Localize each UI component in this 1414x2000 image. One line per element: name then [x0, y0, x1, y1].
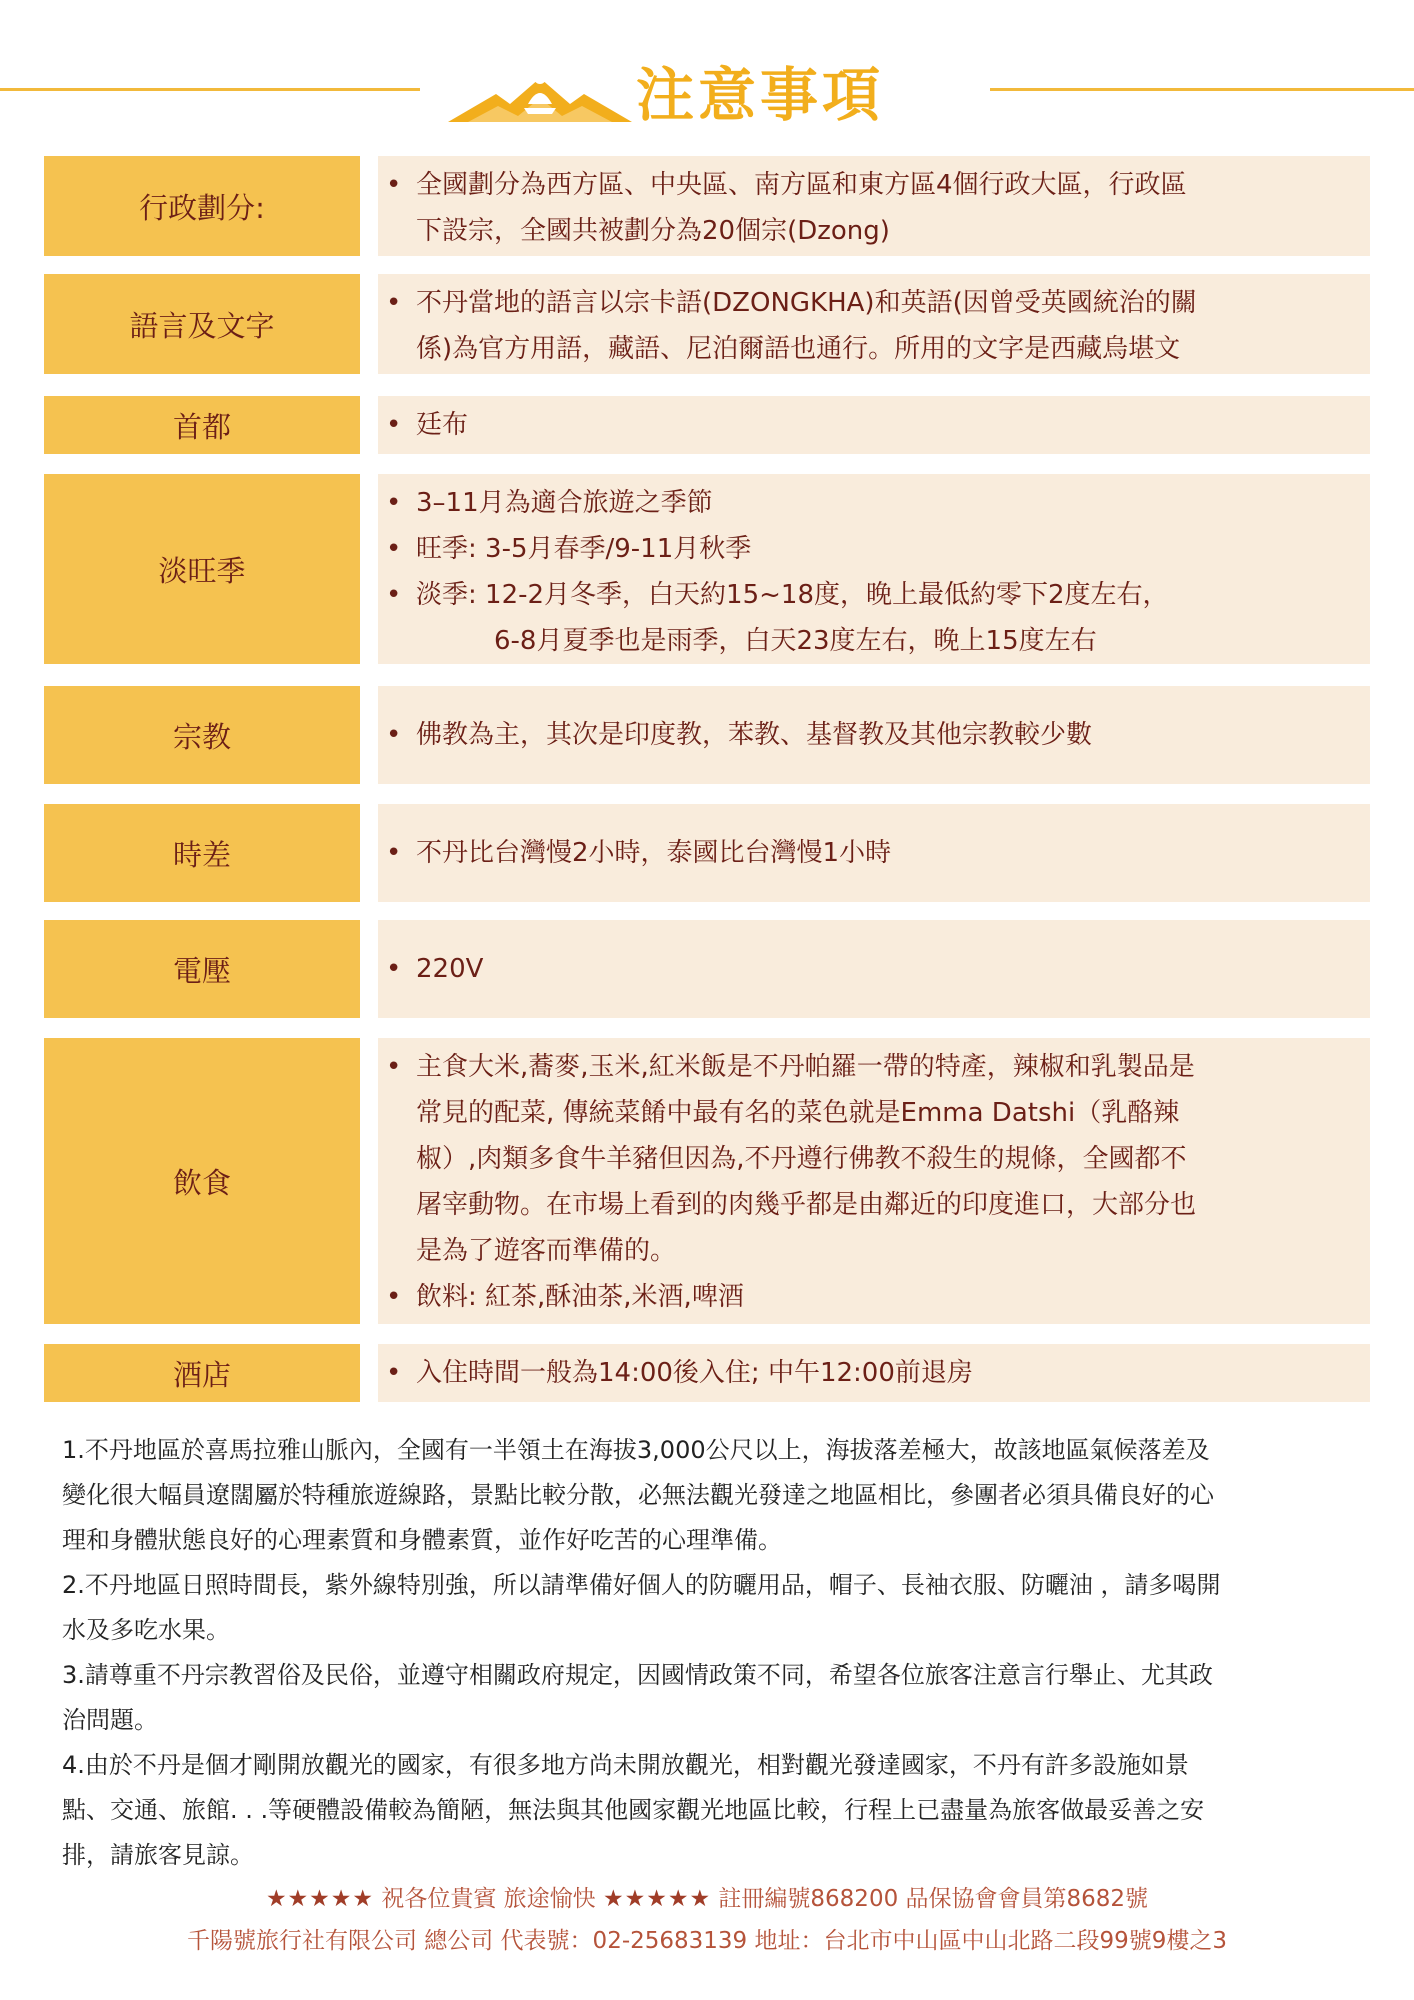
- list-item-continuation: 下設宗，全國共被劃分為20個宗(Dzong): [416, 216, 890, 246]
- list-item-continuation: 椒）,肉類多食牛羊豬但因為,不丹遵行佛教不殺生的規條，全國都不: [416, 1144, 1187, 1174]
- footer-company-line: 千陽號旅行社有限公司 總公司 代表號：02-25683139 地址：台北市中山區中山北路二段99號9樓之3: [186, 1928, 1228, 1954]
- note-line: 水及多吃水果。: [62, 1616, 230, 1644]
- list-item: • 主食大米,蕎麥,玉米,紅米飯是不丹帕羅一帶的特產，辣椒和乳製品是: [416, 1044, 1362, 1090]
- note-line: 理和身體狀態良好的心理素質和身體素質，並作好吃苦的心理準備。: [62, 1526, 782, 1554]
- list-item-continuation: 常見的配菜, 傳統菜餚中最有名的菜色就是Emma Datshi（乳酪辣: [416, 1098, 1180, 1128]
- row-label: 宗教: [44, 686, 360, 784]
- row-label: 酒店: [44, 1344, 360, 1402]
- list-item: • 飲料: 紅茶,酥油茶,米酒,啤酒: [416, 1274, 1362, 1320]
- info-row-food: [44, 1038, 1370, 1324]
- list-item-continuation: 是為了遊客而準備的。: [416, 1236, 677, 1266]
- page-header: [0, 40, 1414, 140]
- note-line: 治問題。: [62, 1706, 158, 1734]
- list-item: • 旺季: 3-5月春季/9-11月秋季: [416, 526, 1362, 572]
- list-item: • 淡季: 12-2月冬季，白天約15~18度，晚上最低約零下2度左右，: [416, 572, 1362, 618]
- row-label: 首都: [44, 396, 360, 454]
- info-row-voltage: [44, 920, 1370, 1018]
- list-item: • 入住時間一般為14:00後入住; 中午12:00前退房: [416, 1350, 1362, 1396]
- travel-notes: [62, 1428, 1352, 1878]
- mountain-buddha-logo: [448, 60, 632, 130]
- note-line: 3.請尊重不丹宗教習俗及民俗，並遵守相關政府規定，因國情政策不同，希望各位旅客注意言行舉止、尤其政: [62, 1661, 1213, 1689]
- list-item: • 不丹比台灣慢2小時，泰國比台灣慢1小時: [416, 830, 1362, 876]
- note-line: 變化很大幅員遼闊屬於特種旅遊線路，景點比較分散，必無法觀光發達之地區相比，參團者必須具備良好的心: [62, 1481, 1214, 1509]
- row-label: 淡旺季: [44, 474, 360, 664]
- row-content: [378, 474, 1370, 664]
- list-item-continuation: 屠宰動物。在市場上看到的肉幾乎都是由鄰近的印度進口，大部分也: [416, 1190, 1197, 1220]
- footer-greeting: 祝各位貴賓 旅途愉快: [381, 1886, 596, 1912]
- row-content: [378, 804, 1370, 902]
- row-label: 行政劃分:: [44, 156, 360, 256]
- list-item: • 廷布: [416, 402, 1362, 448]
- list-item: • 不丹當地的語言以宗卡語(DZONGKHA)和英語(因曾受英國統治的關: [416, 280, 1362, 326]
- row-content: [378, 686, 1370, 784]
- info-row-seasons: [44, 474, 1370, 664]
- info-row-religion: [44, 686, 1370, 784]
- list-item: • 佛教為主，其次是印度教，苯教、基督教及其他宗教較少數: [416, 712, 1362, 758]
- row-label: 電壓: [44, 920, 360, 1018]
- row-label: 語言及文字: [44, 274, 360, 374]
- info-row-language: [44, 274, 1370, 374]
- row-label: 時差: [44, 804, 360, 902]
- note-line: 排，請旅客見諒。: [62, 1841, 254, 1869]
- info-row-hotel: [44, 1344, 1370, 1402]
- header-divider-right: [990, 88, 1414, 91]
- row-content: [378, 274, 1370, 374]
- footer-greeting-line: [0, 1880, 1414, 1913]
- info-row-capital: [44, 396, 1370, 454]
- note-line: 1.不丹地區於喜馬拉雅山脈內，全國有一半領土在海拔3,000公尺以上，海拔落差極大，故該地區氣候落差及: [62, 1436, 1210, 1464]
- row-content: [378, 396, 1370, 454]
- header-divider-left: [0, 88, 420, 91]
- note-line: 4.由於不丹是個才剛開放觀光的國家，有很多地方尚未開放觀光，相對觀光發達國家，不丹有許多設施如景: [62, 1751, 1189, 1779]
- stars-icon: ★★★★★: [265, 1886, 375, 1912]
- row-label: 飲食: [44, 1038, 360, 1324]
- row-content: [378, 156, 1370, 256]
- list-item-continuation: 係)為官方用語，藏語、尼泊爾語也通行。所用的文字是西藏烏堪文: [416, 334, 1181, 364]
- row-content: [378, 1038, 1370, 1324]
- row-content: [378, 920, 1370, 1018]
- list-item: • 3–11月為適合旅遊之季節: [416, 480, 1362, 526]
- list-item: • 220V: [416, 946, 1362, 992]
- footer-registration: 註冊編號868200 品保協會會員第8682號: [718, 1886, 1149, 1912]
- note-line: 2.不丹地區日照時間長，紫外線特別強，所以請準備好個人的防曬用品，帽子、長袖衣服、防曬油 ，請多喝開: [62, 1571, 1221, 1599]
- row-content: [378, 1344, 1370, 1402]
- stars-icon: ★★★★★: [602, 1886, 712, 1912]
- list-item: • 全國劃分為西方區、中央區、南方區和東方區4個行政大區，行政區: [416, 162, 1362, 208]
- list-item-continuation: 6-8月夏季也是雨季，白天23度左右，晚上15度左右: [494, 626, 1097, 656]
- note-line: 點、交通、旅館. . .等硬體設備較為簡陋，無法與其他國家觀光地區比較，行程上已盡量為旅客做最妥善之安: [62, 1796, 1205, 1824]
- page-title: 注意事項: [636, 61, 885, 129]
- info-row-time-difference: [44, 804, 1370, 902]
- info-row-administrative: [44, 156, 1370, 256]
